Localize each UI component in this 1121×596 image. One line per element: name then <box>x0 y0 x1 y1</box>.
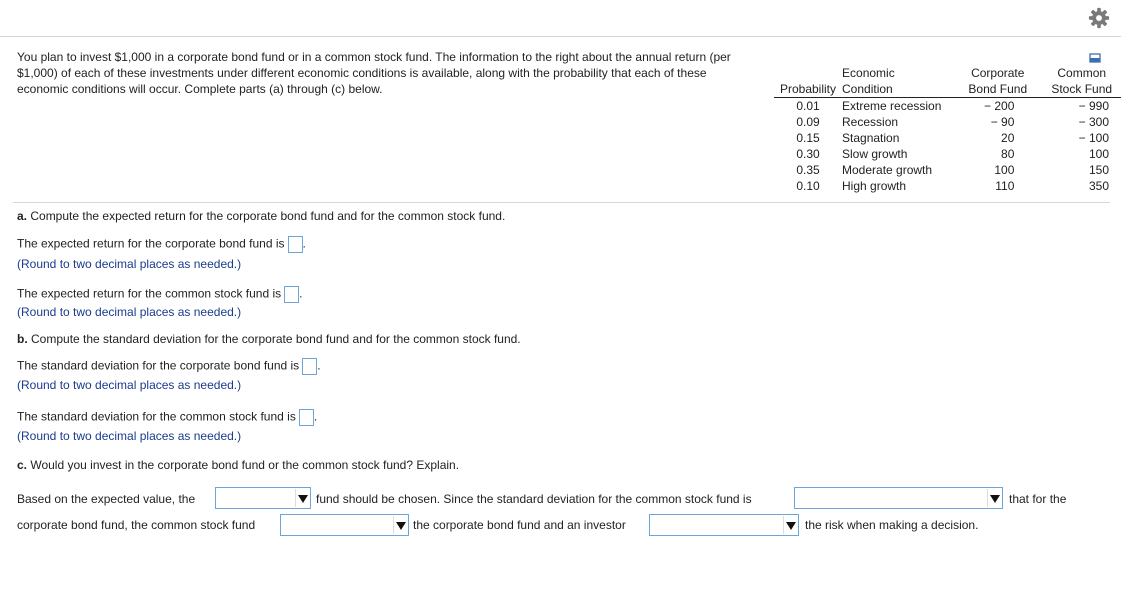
toolbar-divider <box>0 36 1121 37</box>
table-header-top <box>774 65 1121 81</box>
condition-cell: High growth <box>842 179 907 193</box>
part-c-seg1: Based on the expected value, the <box>17 492 196 506</box>
probability-cell: 0.30 <box>796 147 820 161</box>
chevron-down-icon <box>393 516 407 534</box>
probability-cell: 0.01 <box>796 99 820 113</box>
probability-cell: 0.35 <box>796 163 820 177</box>
part-c-seg3: that for the <box>1009 492 1067 506</box>
stock-cell: 100 <box>1088 147 1109 161</box>
chevron-down-icon <box>987 489 1001 507</box>
fund-choice-dropdown[interactable] <box>215 487 311 509</box>
bond-cell: 20 <box>1001 131 1015 145</box>
stock-expected-prompt: The expected return for the common stock fund is <box>17 286 282 301</box>
gear-icon[interactable] <box>1088 7 1110 29</box>
condition-cell: Recession <box>842 115 899 129</box>
bond-sd-prompt: The standard deviation for the corporate bond fund is <box>17 358 300 373</box>
table-row <box>774 146 1121 162</box>
stock-std-dev-input[interactable] <box>299 409 314 426</box>
bond-cell: 80 <box>1001 147 1015 161</box>
section-divider <box>13 202 1110 203</box>
part-b-stock-line: The standard deviation for the common stock fund is . <box>17 409 317 426</box>
rounding-hint: (Round to two decimal places as needed.) <box>17 429 242 443</box>
table-header <box>774 81 1121 98</box>
probability-header: Probability <box>774 81 842 98</box>
returns-table <box>774 65 1121 194</box>
part-c-seg5: the corporate bond fund and an investor <box>413 518 626 532</box>
condition-cell: Extreme recession <box>842 99 942 113</box>
bond-expected-return-input[interactable] <box>288 236 303 253</box>
part-c-seg6: the risk when making a decision. <box>805 518 979 532</box>
bond-cell: − 90 <box>990 115 1015 129</box>
rounding-hint: (Round to two decimal places as needed.) <box>17 378 242 392</box>
chevron-down-icon <box>783 516 797 534</box>
condition-header: Condition <box>842 81 953 98</box>
stock-cell: 350 <box>1088 179 1109 193</box>
probability-cell: 0.10 <box>796 179 820 193</box>
condition-cell: Stagnation <box>842 131 900 145</box>
part-a-stock-line: The expected return for the common stock fund is . <box>17 286 302 303</box>
table-row <box>774 162 1121 178</box>
stock-cell: − 100 <box>1078 131 1109 145</box>
rounding-hint: (Round to two decimal places as needed.) <box>17 257 242 271</box>
stock-cell: − 990 <box>1078 99 1109 113</box>
stock-expected-return-input[interactable] <box>284 286 299 303</box>
bond-std-dev-input[interactable] <box>302 358 317 375</box>
minimize-icon[interactable] <box>1089 52 1101 64</box>
stock-cell: − 300 <box>1078 115 1109 129</box>
bond-header: Bond Fund <box>953 81 1042 98</box>
rounding-hint: (Round to two decimal places as needed.) <box>17 305 242 319</box>
condition-cell: Moderate growth <box>842 163 933 177</box>
sd-comparison-dropdown[interactable] <box>794 487 1003 509</box>
probability-cell: 0.09 <box>796 115 820 129</box>
table-row <box>774 98 1121 115</box>
part-c-seg2: fund should be chosen. Since the standard deviation for the common stock fund is <box>316 492 752 506</box>
bond-header-top: Corporate <box>971 66 1025 80</box>
condition-header-top: Economic <box>842 66 895 80</box>
part-c-question: c. Would you invest in the corporate bond fund or the common stock fund? Explain. <box>17 458 460 472</box>
part-c-seg4: corporate bond fund, the common stock fund <box>17 518 256 532</box>
table-row <box>774 178 1121 194</box>
risk-comparison-dropdown[interactable] <box>280 514 409 536</box>
table-row <box>774 114 1121 130</box>
table-row <box>774 130 1121 146</box>
part-b-bond-line: The standard deviation for the corporate bond fund is . <box>17 358 321 375</box>
part-a-question: a. Compute the expected return for the corporate bond fund and for the common stock fund. <box>17 209 506 223</box>
bond-expected-prompt: The expected return for the corporate bond fund is <box>17 236 285 251</box>
stock-cell: 150 <box>1088 163 1109 177</box>
investor-action-dropdown[interactable] <box>649 514 799 536</box>
bond-cell: 110 <box>995 179 1015 193</box>
bond-cell: 100 <box>994 163 1015 177</box>
stock-sd-prompt: The standard deviation for the common stock fund is <box>17 409 296 424</box>
part-a-bond-line: The expected return for the corporate bond fund is . <box>17 236 306 253</box>
stock-header: Stock Fund <box>1042 81 1121 98</box>
problem-intro: You plan to invest $1,000 in a corporate bond fund or in a common stock fund. The information to the right about the annual return (per $1,000) of each of these investments under different economic conditions is available, along with the probability that each of these economic conditions will occur. Complete parts (a) through (c) below. <box>17 50 731 96</box>
stock-header-top: Common <box>1057 66 1107 80</box>
chevron-down-icon <box>295 489 309 507</box>
part-b-question: b. Compute the standard deviation for the corporate bond fund and for the common stock fund. <box>17 332 521 346</box>
condition-cell: Slow growth <box>842 147 908 161</box>
bond-cell: − 200 <box>984 99 1015 113</box>
probability-cell: 0.15 <box>796 131 820 145</box>
